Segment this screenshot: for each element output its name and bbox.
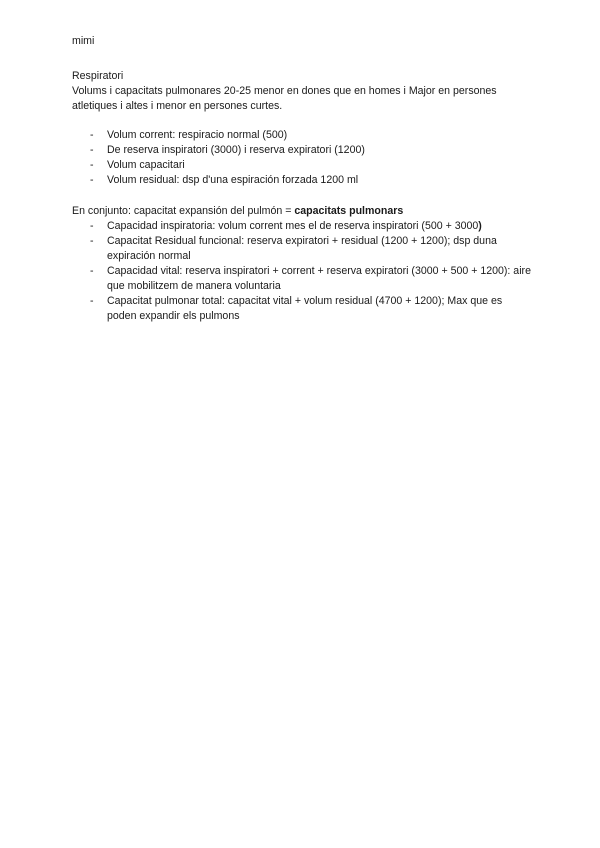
section-title: Respiratori	[72, 70, 124, 82]
list-item	[107, 234, 532, 264]
list-item: - De reserva inspiratori (3000) i reserva expiratori (1200)	[107, 143, 532, 158]
section-intro: Volums i capacitats pulmonares 20-25 menor en dones que en homes i Major en persones atletiques i altes i menor en persones curtes.	[72, 85, 497, 112]
capacities-lead	[72, 204, 532, 219]
volumes-list	[72, 128, 532, 188]
list-item-bold-tail: )	[478, 220, 482, 232]
list-item: - Volum corrent: respiracio normal (500)	[107, 128, 532, 143]
list-item-text: Capacitat Residual funcional: reserva expiratori + residual (1200 + 1200); dsp duna expiración normal	[107, 235, 497, 262]
page-header: mimi	[72, 35, 95, 47]
list-item-text: Capacidad vital: reserva inspiratori + corrent + reserva expiratori (3000 + 500 + 1200): aire que mobilitzem de manera voluntaria	[107, 265, 531, 292]
list-item: - Volum capacitari	[107, 158, 532, 173]
capacities-list	[72, 219, 532, 324]
list-item	[107, 294, 532, 324]
list-item	[107, 264, 532, 294]
capacities-lead-text: En conjunto: capacitat expansión del pulmón =	[72, 205, 292, 217]
list-item: - Volum residual: dsp d'una espiración forzada 1200 ml	[107, 173, 532, 188]
list-item	[107, 219, 532, 234]
list-item-text: Capacidad inspiratoria: volum corrent mes el de reserva inspiratori (500 + 3000	[107, 220, 479, 232]
document-page	[72, 34, 532, 324]
capacities-lead-bold: capacitats pulmonars	[294, 205, 404, 217]
list-item-text: Capacitat pulmonar total: capacitat vital + volum residual (4700 + 1200); Max que es poden expandir els pulmons	[107, 295, 503, 322]
respiratori-section	[72, 69, 532, 188]
